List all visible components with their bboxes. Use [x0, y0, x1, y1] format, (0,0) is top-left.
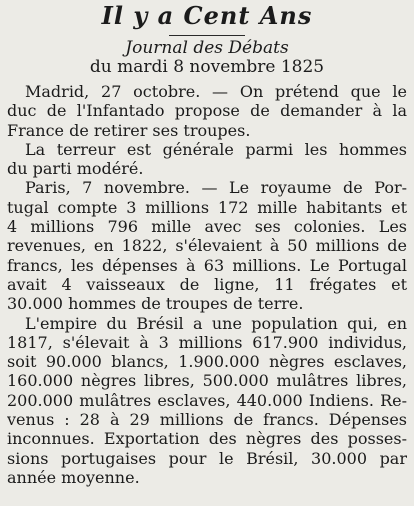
paragraph-line: francs, les dépenses à 63 millions. Le Portugal [7, 255, 407, 275]
paragraph-line: du parti modéré. [7, 159, 144, 179]
article-paragraph [7, 82, 407, 140]
headline-rule [169, 35, 245, 36]
paragraph-line: année moyenne. [7, 467, 140, 487]
paragraph-line: 1817, s'élevait à 3 millions 617.900 individus, [7, 332, 407, 352]
paragraph-line: avait 4 vaisseaux de ligne, 11 frégates et [7, 274, 407, 294]
paragraph-line: venus : 28 à 29 millions de francs. Dépenses [7, 410, 407, 430]
paragraph-line: L'empire du Brésil a une population qui, en [25, 313, 407, 333]
paragraph-line: sions portugaises pour le Brésil, 30.000 par [7, 448, 407, 468]
paragraph-line: 4 millions 796 mille avec ses colonies. Les [7, 217, 407, 237]
source-publication: Journal des Débats [125, 38, 289, 58]
paragraph-line: revenues, en 1822, s'élevaient à 50 millions de [7, 236, 407, 256]
paragraph-line: Madrid, 27 octobre. — On prétend que le [25, 82, 407, 101]
paragraph-line: 30.000 hommes de troupes de terre. [7, 294, 304, 314]
paragraph-line: Paris, 7 novembre. — Le royaume de Por- [25, 178, 407, 198]
headline: Il y a Cent Ans [101, 1, 313, 30]
paragraph-line: duc de l'Infantado propose de demander à la [7, 101, 407, 121]
article-paragraph [7, 178, 407, 313]
article-body [7, 82, 407, 487]
article-paragraph [7, 140, 407, 179]
paragraph-line: La terreur est générale parmi les hommes [25, 139, 407, 159]
paragraph-line: 160.000 nègres libres, 500.000 mulâtres libres, [7, 371, 407, 391]
article-paragraph [7, 314, 407, 488]
paragraph-line: soit 90.000 blancs, 1.900.000 nègres esclaves, [7, 352, 407, 372]
paragraph-line: 200.000 mulâtres esclaves, 440.000 Indiens. Re- [7, 390, 407, 410]
paragraph-line: inconnues. Exportation des nègres des posses- [7, 429, 407, 449]
source-date: du mardi 8 novembre 1825 [89, 57, 325, 77]
paragraph-line: France de retirer ses troupes. [7, 120, 251, 140]
paragraph-line: tugal compte 3 millions 172 mille habitants et [7, 197, 407, 217]
